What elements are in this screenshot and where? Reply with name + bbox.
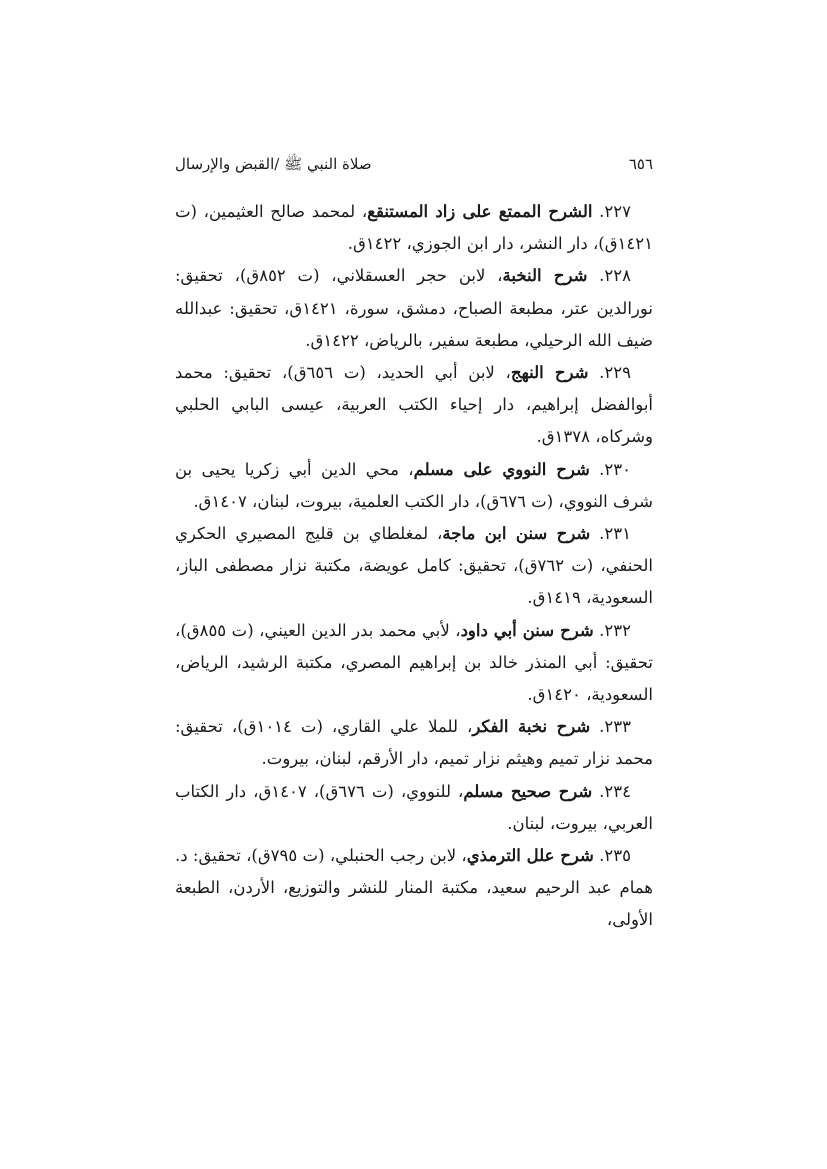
page-number: ٦٥٦ bbox=[628, 155, 653, 173]
bibliography-entry bbox=[175, 840, 653, 937]
entry-details: ، للنووي، (ت ٦٧٦ق)، ١٤٠٧ق، دار الكتاب العربي، بيروت، لبنان. bbox=[175, 781, 653, 833]
bibliography-entry bbox=[175, 615, 653, 712]
bibliography-entry bbox=[175, 260, 653, 357]
entry-details: ، لابن أبي الحديد، (ت ٦٥٦ق)، تحقيق: محمد أبوالفضل إبراهيم، دار إحياء الكتب العربية، عيسى البابي الحلبي وشركاه، ١٣٧٨ق. bbox=[175, 363, 653, 447]
entry-number: ٢٣٢. bbox=[593, 620, 631, 640]
entry-details: ، لأبي محمد بدر الدين العيني، (ت ٨٥٥ق)، تحقيق: أبي المنذر خالد بن إبراهيم المصري، مكتبة الرشيد، الرياض، السعودية، ١٤٢٠ق. bbox=[175, 620, 653, 705]
book-title: شرح نخبة الفكر bbox=[472, 717, 591, 737]
book-title: شرح النخبة bbox=[502, 266, 588, 286]
entry-details: ، لابن حجر العسقلاني، (ت ٨٥٢ق)، تحقيق: نورالدين عتر، مطبعة الصباح، دمشق، سورة، ١٤٢١ق، تحقيق: عبدالله ضيف الله الرحيلي، مطبعة سفير، بالرياض، ١٤٢٢ق. bbox=[175, 266, 653, 350]
entry-details: ، للملا علي القاري، (ت ١٠١٤ق)، تحقيق: محمد نزار تميم وهيثم نزار تميم، دار الأرقم، لبنان، بيروت. bbox=[175, 717, 653, 769]
entry-number: ٢٢٧. bbox=[592, 202, 631, 221]
entry-number: ٢٢٩. bbox=[588, 363, 632, 383]
entry-number: ٢٣٥. bbox=[593, 846, 631, 866]
running-title: صلاة النبي ﷺ /القبض والإرسال bbox=[175, 155, 372, 173]
bibliography-list bbox=[175, 196, 653, 937]
book-title: الشرح الممتع على زاد المستنقع bbox=[367, 202, 593, 221]
entry-details: ، محي الدين أبي زكريا يحيى بن شرف النووي، (ت ٦٧٦ق)، دار الكتب العلمية، بيروت، لبنان، ١٤٠٧ق. bbox=[175, 459, 653, 511]
bibliography-entry bbox=[175, 776, 653, 840]
book-title: شرح صحيح مسلم bbox=[463, 781, 593, 801]
book-title: شرح النووي على مسلم bbox=[413, 459, 590, 479]
entry-details: ، لمغلطاي بن قليج المصيري الحكري الحنفي، (ت ٧٦٢ق)، تحقيق: كامل عويضة، مكتبة نزار مصطفى الباز، السعودية، ١٤١٩ق. bbox=[175, 524, 653, 608]
page-header bbox=[175, 150, 653, 178]
bibliography-entry bbox=[175, 454, 653, 518]
bibliography-entry bbox=[175, 357, 653, 454]
entry-number: ٢٣١. bbox=[590, 524, 632, 544]
book-title: شرح النهج bbox=[510, 363, 589, 383]
entry-number: ٢٢٨. bbox=[587, 266, 631, 286]
book-title: شرح سنن أبي داود bbox=[460, 620, 594, 640]
bibliography-entry bbox=[175, 711, 653, 775]
entry-number: ٢٣٣. bbox=[590, 717, 631, 737]
book-title: شرح علل الترمذي bbox=[466, 846, 594, 866]
entry-number: ٢٣٠. bbox=[589, 459, 631, 479]
entry-details: ، لمحمد صالح العثيمين، (ت ١٤٢١ق)، دار النشر، دار ابن الجوزي، ١٤٢٢ق. bbox=[175, 202, 653, 254]
book-title: شرح سنن ابن ماجة bbox=[442, 524, 591, 544]
bibliography-entry bbox=[175, 196, 653, 260]
bibliography-entry bbox=[175, 518, 653, 615]
entry-details: ، لابن رجب الحنبلي، (ت ٧٩٥ق)، تحقيق: د. همام عبد الرحيم سعيد، مكتبة المنار للنشر والتوزيع، الأردن، الطبعة الأولى، bbox=[175, 846, 653, 930]
entry-number: ٢٣٤. bbox=[592, 781, 631, 801]
